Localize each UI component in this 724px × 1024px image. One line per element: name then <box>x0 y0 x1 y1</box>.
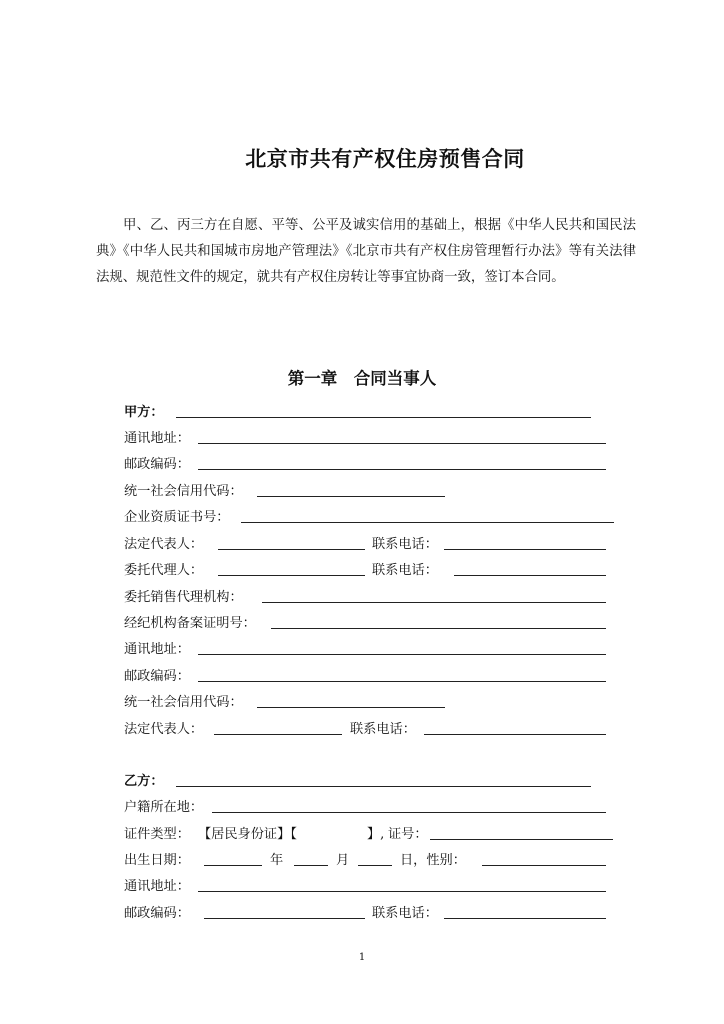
year-label: 年 <box>270 853 284 868</box>
party-a-phone-field[interactable] <box>444 535 606 550</box>
party-a-qualification-label: 企业资质证书号： <box>124 510 230 525</box>
agency-legal-rep-field[interactable] <box>214 720 342 735</box>
agency-address-field[interactable] <box>198 640 606 655</box>
party-b-address-field[interactable] <box>198 877 606 892</box>
chapter-heading: 第一章 合同当事人 <box>287 369 437 388</box>
party-b-postcode-label: 邮政编码： <box>124 906 190 921</box>
agency-address-label: 通讯地址： <box>124 642 190 657</box>
party-a-phone-label: 联系电话： <box>372 537 438 552</box>
agency-credit-code-label: 统一社会信用代码： <box>124 695 243 710</box>
party-a-agent-phone-label: 联系电话： <box>372 563 438 578</box>
party-a-agent-field[interactable] <box>218 561 365 576</box>
party-a-agent-phone-field[interactable] <box>454 561 606 576</box>
agency-legal-rep-label: 法定代表人： <box>124 722 204 737</box>
birth-month-field[interactable] <box>294 851 328 866</box>
party-a-credit-code-field[interactable] <box>257 482 445 497</box>
household-label: 户籍所在地： <box>124 800 204 815</box>
id-number-field[interactable] <box>430 825 613 840</box>
day-gender-label: 日，性别： <box>400 853 466 868</box>
party-a-agent-label: 委托代理人： <box>124 563 204 578</box>
birth-day-field[interactable] <box>358 851 392 866</box>
agency-phone-field[interactable] <box>424 720 606 735</box>
agency-record-field[interactable] <box>271 614 606 629</box>
party-a-legal-rep-field[interactable] <box>218 535 365 550</box>
agency-phone-label: 联系电话： <box>350 722 416 737</box>
party-a-address-label: 通讯地址： <box>124 431 190 446</box>
party-a-address-field[interactable] <box>198 429 606 444</box>
page-number: 1 <box>358 952 366 963</box>
agency-credit-code-field[interactable] <box>257 693 445 708</box>
intro-paragraph: 甲、乙、丙三方在自愿、平等、公平及诚实信用的基础上，根据《中华人民共和国民法典》《中华人民共和国城市房地产管理法》《北京市共有产权住房管理暂行办法》等有关法律法规、规范性文件的规定，就共有产权住房转让等事宜协商一致，签订本合同。 <box>96 218 636 285</box>
month-label: 月 <box>336 853 350 868</box>
agency-record-label: 经纪机构备案证明号： <box>124 616 256 631</box>
birth-label: 出生日期： <box>124 853 190 868</box>
party-b-postcode-field[interactable] <box>204 904 365 919</box>
party-b-field[interactable] <box>176 772 591 787</box>
party-a-postcode-field[interactable] <box>198 455 606 470</box>
household-field[interactable] <box>212 798 606 813</box>
party-a-qualification-field[interactable] <box>241 508 614 523</box>
party-a-label: 甲方： <box>124 405 164 420</box>
page-title: 北京市共有产权住房预售合同 <box>245 147 525 171</box>
id-type-label: 证件类型： <box>124 827 190 842</box>
party-b-phone-field[interactable] <box>444 904 606 919</box>
id-type-bracket-open[interactable]: 【居民身份证】【 <box>198 827 297 842</box>
party-b-address-label: 通讯地址： <box>124 879 190 894</box>
party-a-field[interactable] <box>176 403 591 418</box>
party-b-phone-label: 联系电话： <box>372 906 438 921</box>
agency-postcode-label: 邮政编码： <box>124 669 190 684</box>
party-a-legal-rep-label: 法定代表人： <box>124 537 204 552</box>
birth-year-field[interactable] <box>204 851 262 866</box>
party-b-label: 乙方： <box>124 774 164 789</box>
sales-agency-label: 委托销售代理机构： <box>124 590 243 605</box>
agency-postcode-field[interactable] <box>198 667 606 682</box>
id-number-label: 证号： <box>388 827 428 842</box>
party-a-credit-code-label: 统一社会信用代码： <box>124 484 243 499</box>
gender-field[interactable] <box>482 851 606 866</box>
id-type-bracket-close: 】, <box>367 827 385 842</box>
party-a-postcode-label: 邮政编码： <box>124 457 190 472</box>
sales-agency-field[interactable] <box>262 588 606 603</box>
